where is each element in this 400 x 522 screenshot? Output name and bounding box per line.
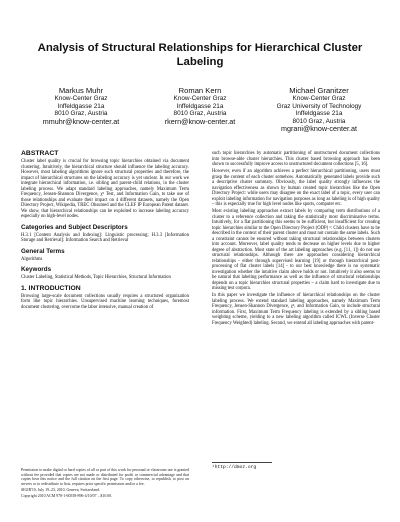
author-1 xyxy=(22,86,140,134)
left-column xyxy=(21,150,189,312)
footnote-divider xyxy=(212,462,272,463)
general-terms-heading: General Terms xyxy=(21,247,65,255)
abstract-text: Cluster label quality is crucial for browsing topic hierarchies obtained via document clustering. Intuitively, the hierarchical structure should influence the labeling accuracy. However, most labeling algorithms ignore such structural properties and therefore, the impact of hierarchical structures on the labeling accuracy is yet unclear. In our work we integrate hierarchical information, i.e. sibling and parent-child relations, in the cluster labeling process. We adapt standard labeling approaches, namely Maximum Term Frequency, Jensen-Shannon Divergence, χ² Test, and Information Gain, to take use of those relationships and evaluate their impact on 4 different datasets, namely the Open Directory Project, Wikipedia, TREC Ohsumed and the CLEF IP European Patent dataset. We show, that hierarchical relationships can be exploited to increase labeling accuracy especially on high-level nodes. xyxy=(21,159,189,219)
author-name: Roman Kern xyxy=(178,86,222,95)
author-email: mmuhr@know-center.at xyxy=(42,116,120,126)
author-affiliation: Know-Center Graz xyxy=(173,95,227,102)
author-name: Michael Granitzer xyxy=(289,86,349,95)
author-address: Inffeldgasse 21a xyxy=(295,110,343,118)
author-address: 8010 Graz, Austria xyxy=(292,117,346,125)
copyright-line: Copyright 2010 ACM 978-1-60558-896-4/10/07 ...$10.00. xyxy=(21,493,113,498)
permission-text: Permission to make digital or hard copies of all or part of this work for personal or classroom use is granted without fee provided that copies are not made or distributed for profit or commercial advantage and that copies bear this notice and the full citation on the first page. To copy otherwise, to republish, to post on servers or to redistribute to lists, requires prior specific permission and/or a fee. xyxy=(21,468,189,487)
body-paragraph: such topic hierarchies by automatic partitioning of unstructured document collections into browse-able cluster hierarchies. This cluster based browsing approach has been shown to successfully improve access to unstructured document collections [5, 16]. xyxy=(212,151,380,167)
introduction-heading: 1. INTRODUCTION xyxy=(21,284,81,292)
conference-line: SIGIR'10, July 19–23, 2010, Geneva, Switzerland. xyxy=(21,487,100,492)
author-affiliation: Know-Center Graz xyxy=(54,95,108,102)
keywords-heading: Keywords xyxy=(21,266,52,273)
body-paragraph: Most existing labeling approaches extract labels by comparing term distributions of a cluster to a reference collection and taking the statistically most discriminative terms. Intuitively, for a flat partitioning this seems to be sufficient, but insufficient for creating topic hierarchies similar to the Open Directory Project (ODP) ¹: Child clusters have to be described in the context of their parent cluster and must not contain the same labels. Such a constraint cannot be ensured without taking structural relationships between clusters into account. Moreover, label quality tends to decrease on higher levels due to higher degree of abstraction. Most state of the art labeling approaches (e.g. [11, 1]) do not use structural relationships. Although there are approaches considering hierarchical relationships - either through supervised learning [19] or through hierarchical post-processing of flat cluster labels [14] - to our best knowledge there is no systematic investigation whether the intuitive claim above holds or not. Intuitively it also seems to be natural that labeling performance as well as the influence of structural relationships depends on a topic hierarchies structural properties – a claim hard to investigate due to missing test corpora. xyxy=(212,209,380,291)
abstract-heading: ABSTRACT xyxy=(21,150,59,157)
paper-title: Analysis of Structural Relationships for Hierarchical Cluster Labeling xyxy=(37,42,363,68)
author-address: Inffeldgasse 21a xyxy=(176,102,224,110)
author-address: Graz University of Technology xyxy=(276,102,362,110)
author-address: Inffeldgasse 21a xyxy=(57,102,105,110)
author-email: mgrani@know-center.at xyxy=(280,124,357,134)
keywords-text: Cluster Labeling, Statistical Methods, Topic Hierarchies, Structural Information xyxy=(21,275,171,280)
body-paragraph: In this paper we investigate the influence of hierarchical relationships on the cluster labeling process. We extend standard labeling approaches, namely Maximum Term Frequency, Jensen-Shannon Divergence, χ², and Information Gain, to include structural information. First, Maximum Term Frequency labeling is extended by a sibling based weighting scheme, yielding to a new labeling algorithm called ICWL (Inverse Cluster Frequency Weighted) labeling. Second, we extend all labeling approaches with parent- xyxy=(212,293,380,326)
author-3 xyxy=(260,86,378,134)
author-address: 8010 Graz, Austria xyxy=(173,110,227,118)
right-column xyxy=(212,151,380,328)
author-2 xyxy=(141,86,259,134)
introduction-text: Browsing large-scale document collections usually requires a structured organization form like topic hierarchies. Unsupervised machine learning techniques, foremost document clustering, overcome the labor intensive, manual creation of xyxy=(21,293,189,310)
body-paragraph: However, even if an algorithm achieves a perfect hierarchical partitioning, users must grasp the content of each cluster somehow. Automatically generated labels provide such a descriptive cluster summary. Obviously, the label quality strongly influences the navigation effectiveness as shown by human created topic hierarchies like the Open Directory Project: while users may disagree on the exact label of a topic, every user can exploit labeling information for navigation purposes as long as labeling is of high quality – this is especially true for high level nodes like sports, computer etc. xyxy=(212,169,380,207)
author-name: Markus Muhr xyxy=(58,86,104,95)
footnote-url: ¹http://dmoz.org xyxy=(212,465,257,470)
permission-footnote xyxy=(21,468,189,499)
general-terms-text: Algorithms xyxy=(21,256,43,262)
author-email: rkern@know-center.at xyxy=(164,116,236,126)
categories-text: H.3.1 [Content Analysis and Indexing]: Linguistic processing; H.3.3 [Information Storage and Retrieval]: Information Search and Retrieval xyxy=(21,232,189,243)
author-address: 8010 Graz, Austria xyxy=(54,110,108,118)
categories-heading: Categories and Subject Descriptors xyxy=(21,223,128,231)
author-affiliation: Know-Center Graz xyxy=(292,95,346,102)
author-block xyxy=(22,86,378,134)
